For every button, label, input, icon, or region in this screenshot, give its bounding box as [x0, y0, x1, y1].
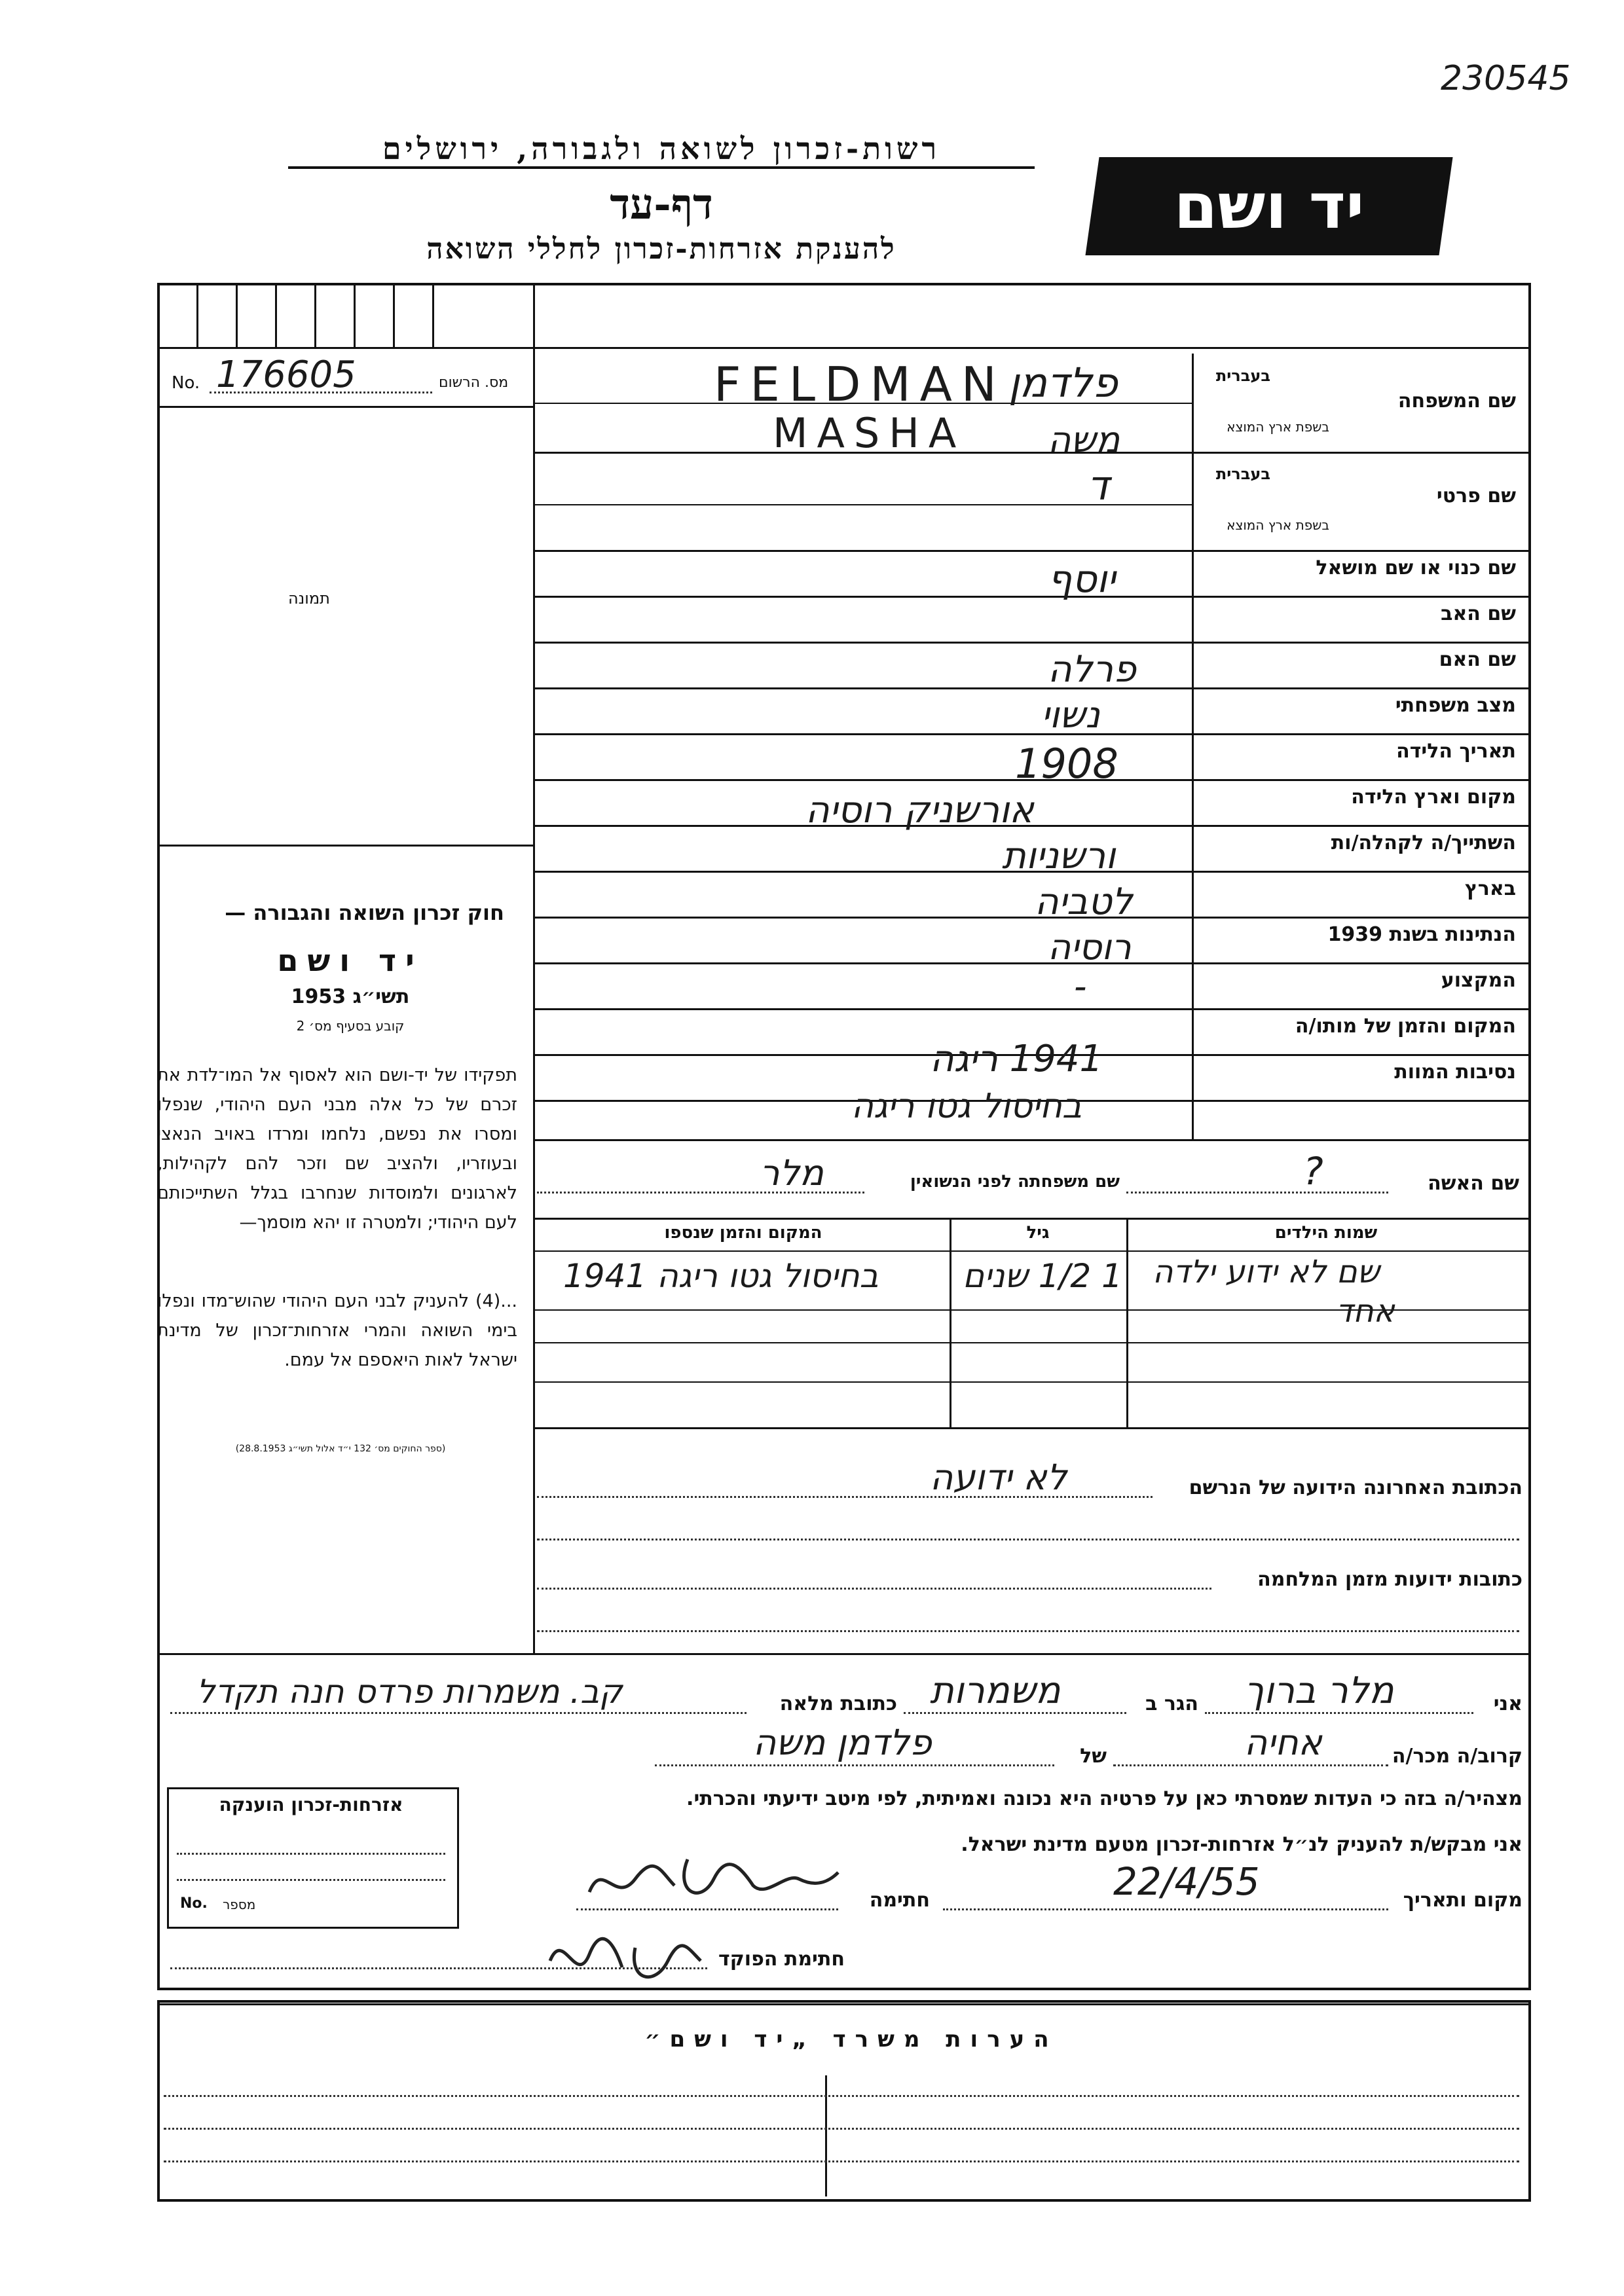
citizenship-label: הנתינות בשנת 1939	[1327, 923, 1516, 946]
community-label: השתייך/ה לקהלה/ות	[1331, 831, 1516, 854]
place-date-value: 22/4/55	[1113, 1859, 1260, 1904]
citizenship-number-label: מספר	[223, 1897, 256, 1912]
circumstances-value: בחיסול גטו ריגה	[851, 1087, 1082, 1126]
registration-number: 176605	[216, 354, 356, 396]
page-title: דף-עד	[610, 180, 713, 229]
profession-label: המקצוע	[1441, 969, 1516, 992]
reg-no-label: No.	[172, 373, 200, 393]
community-value: ורשניות	[1002, 835, 1116, 877]
children-place-header: המקום והזמן שנספו	[664, 1223, 822, 1243]
reg-label: מס. הרשום	[439, 374, 509, 391]
archive-stamp-number: 230545	[1441, 59, 1571, 98]
mother-value: פרלה	[1048, 648, 1136, 691]
children-age-header: גיל	[1026, 1223, 1050, 1243]
address-value: קב. משמרות פרדס חנה תקדל	[196, 1673, 623, 1711]
declarant-signature	[576, 1833, 851, 1925]
declaration-text: מצהיר/ה בזה כי העדות שמסרתי כאן על פרטיה היא נכונה ואמיתית, לפי מיטב ידיעתי והכרתי.	[686, 1787, 1522, 1810]
hebrew-label-2: בעברית	[1215, 465, 1270, 483]
first-name-latin: MASHA	[773, 409, 966, 457]
father-label: שם האב	[1441, 602, 1516, 625]
family-name-latin: FELDMAN	[714, 357, 1006, 412]
wife-label: שם האשה	[1428, 1172, 1519, 1195]
of-label: של	[1080, 1745, 1107, 1768]
children-names-header: שמות הילדים	[1274, 1223, 1378, 1243]
war-address-label: כתובות ידועות מזמן המלחמה	[1257, 1568, 1522, 1591]
yad-vashem-logo	[1085, 157, 1452, 255]
clerk-signature	[544, 1922, 707, 2000]
page-subtitle: להענקת אזרחות-זכרון לחללי השואה	[426, 232, 896, 266]
father-value: יוסף	[1048, 556, 1116, 601]
family-name-label: שם המשפחה	[1397, 390, 1516, 412]
country-label: בארץ	[1464, 877, 1516, 900]
maiden-value: מלר	[760, 1152, 824, 1194]
law-section: קובע בסעיף מס׳ 2	[296, 1018, 405, 1034]
ani-label: אני	[1493, 1692, 1522, 1715]
mother-label: שם האם	[1439, 648, 1516, 671]
authority-heading: רשות-זכרון לשואה ולגבורה, ירושלים	[288, 131, 1035, 169]
profession-value: -	[1074, 966, 1087, 1007]
death-value: 1941 ריגה	[930, 1038, 1103, 1080]
declarant-name: מלר ברוך	[1244, 1669, 1394, 1712]
place-date-label: מקום ותאריך	[1403, 1889, 1522, 1912]
law-text-2: ...(4) להעניק לבני העם היהודי שהוש־מדו ונפלו בימי השואה והמרי אזרחות־זכרון של מדינת ישראל לאות היאספם אל עמם.	[157, 1291, 517, 1370]
resides-value: משמרות	[930, 1669, 1061, 1712]
relation-value: אחיה	[1244, 1722, 1322, 1763]
citizenship-value: רוסיה	[1048, 926, 1132, 968]
request-text: אני מבקש/ת להעניק לנ״ל אזרחות-זכרון מטעם מדינת ישראל.	[961, 1833, 1522, 1856]
office-notes-title: הערות משרד „יד ושם״	[644, 2026, 1058, 2052]
birthdate-label: תאריך הלידה	[1396, 740, 1516, 763]
child-name-extra: אחד	[1336, 1293, 1395, 1330]
photo-label: תמונה	[288, 589, 330, 608]
birthplace-value: אורשניק רוסיה	[805, 789, 1034, 831]
birthplace-label: מקום וארץ הלידה	[1351, 786, 1516, 809]
child-age: 1 1/2 שנים	[963, 1257, 1122, 1295]
birthdate-value: 1908	[1015, 740, 1118, 788]
last-address-label: הכתובת האחרונה הידועה של הנרשם	[1189, 1476, 1522, 1499]
country-value: לטביה	[1035, 881, 1133, 923]
clerk-label: חתימת הפוקד	[718, 1948, 845, 1971]
origin-lang-label-1: בשפת ארץ המוצא	[1227, 419, 1329, 435]
death-label: המקום והזמן של מותו/ה	[1295, 1015, 1516, 1038]
law-text-1: תפקידו של יד-ושם הוא לאסוף אל המו־לדת את זכרם של כל אלה מבני העם היהודי, שנפלו ומסרו את נפשם, נלחמו ומרדו באויב הנאצי ובעוזריו, ולהציב שם וזכר להם לקהילות, לארגונים ולמוסדות שנחרבו בגלל השתייכותם לעם היהודי; ולמטרה זו יהא מוסמך—	[157, 1065, 517, 1233]
relation-label: קרוב/ה מכר/ה	[1392, 1745, 1522, 1768]
origin-lang-label-2: בשפת ארץ המוצא	[1227, 517, 1329, 533]
address-label: כתובת מלאה	[779, 1692, 897, 1715]
maiden-label: שם משפחתה לפני הנשואין	[910, 1172, 1120, 1192]
of-value: פלדמן משה	[753, 1722, 932, 1763]
wife-value: ?	[1303, 1149, 1323, 1194]
citizenship-box-title: אזרחות-זכרון הוענקה	[219, 1794, 403, 1815]
resides-label: הגר ב	[1145, 1692, 1198, 1715]
first-name-hebrew: משה	[1048, 419, 1120, 460]
law-citation: (ספר החוקים מס׳ 132 י״ד אלול תשי״ג 28.8.1953)	[235, 1444, 446, 1454]
marital-label: מצב משפחתי	[1395, 694, 1516, 717]
signature-label: חתימה	[869, 1889, 930, 1912]
logo-text: יד ושם	[1173, 170, 1365, 243]
first-name-label: שם פרטי	[1436, 484, 1516, 507]
law-year: תשי״ג 1953	[291, 985, 410, 1008]
law-name: יד ושם	[277, 943, 424, 978]
family-name-hebrew: פלדמן	[1008, 359, 1118, 407]
citizenship-no-label: No.	[180, 1895, 208, 1912]
child-place: בחיסול גטו ריגה 1941	[563, 1257, 879, 1295]
circumstances-label: נסיבות המוות	[1394, 1061, 1516, 1084]
marital-value: נשוי	[1041, 694, 1100, 737]
nickname-label: שם כנוי או שם מושאל	[1316, 556, 1516, 579]
child-name: שם לא ידוע ילדה	[1153, 1254, 1380, 1290]
law-title: חוק זכרון השואה והגבורה —	[225, 900, 504, 925]
first-name-2: ד	[1087, 462, 1109, 509]
last-address-value: לא ידועה	[930, 1457, 1067, 1498]
hebrew-label-1: בעברית	[1215, 367, 1270, 385]
